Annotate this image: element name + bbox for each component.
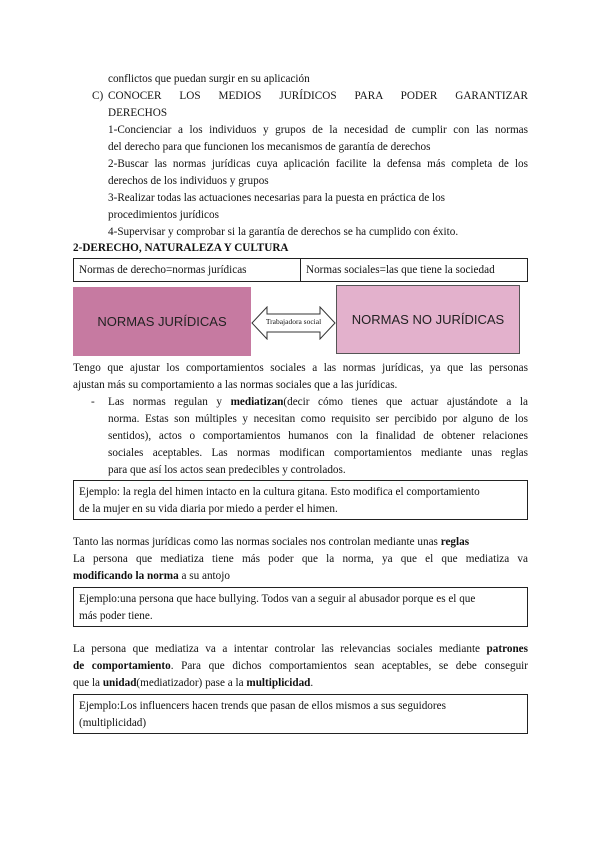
list-item-3-cont: procedimientos jurídicos [108,209,219,221]
list-item-1-cont: del derecho para que funcionen los mecanismos de garantía de derechos [108,141,431,153]
paragraph-line: que la unidad(mediatizador) pase a la multiplicidad. [73,677,314,689]
section-heading: 2-DERECHO, NATURALEZA Y CULTURA [73,242,289,254]
example-line: (multiplicidad) [79,717,147,729]
list-heading-c: CONOCER LOS MEDIOS JURÍDICOS PARA PODER GARANTIZAR [108,90,528,102]
list-item-1: 1-Concienciar a los individuos y grupos de la necesidad de cumplir con las normas [108,124,528,136]
example-line: Ejemplo:Los influencers hacen trends que pasan de ellos mismos a sus seguidores [79,700,446,712]
example-line: Ejemplo:una persona que hace bullying. Todos van a seguir al abusador porque es el que [79,593,476,605]
table-cell-right: Normas sociales=las que tiene la sociedad [306,264,495,276]
list-heading-c-cont: DERECHOS [108,107,168,119]
paragraph-line: ajustan más su comportamiento a las normas sociales que a las jurídicas. [73,379,398,391]
bullet-line: norma. Estas son múltiples y necesitan como requisito ser percibido por alguno de los [108,413,528,425]
example-box-2 [73,587,528,627]
list-item-3: 3-Realizar todas las actuaciones necesarias para la puesta en práctica de los [108,192,446,204]
list-marker-c: C) [92,90,104,102]
bullet-marker: - [91,396,95,408]
normas-juridicas-box: NORMAS JURÍDICAS [73,287,251,356]
paragraph-line: de comportamiento. Para que dichos comportamientos sean aceptables, se debe conseguir [73,660,528,672]
definition-table [73,258,528,282]
list-item-2: 2-Buscar las normas jurídicas cuya aplicación facilite la defensa más completa de los [108,158,528,170]
bullet-line: sociales aceptables. Las normas modifican comportamientos mediante unas reglas [108,447,528,459]
normas-no-juridicas-box: NORMAS NO JURÍDICAS [336,285,520,354]
bullet-line: para que así los actos sean predecibles y controlados. [108,464,346,476]
example-box-1 [73,480,528,520]
list-line: conflictos que puedan surgir en su aplicación [108,73,310,85]
list-item-4: 4-Supervisar y comprobar si la garantía de derechos se ha cumplido con éxito. [108,226,459,238]
paragraph-line: La persona que mediatiza va a intentar controlar las relevancias sociales mediante patrones [73,643,528,655]
example-line: Ejemplo: la regla del himen intacto en la cultura gitana. Esto modifica el comportamiento [79,486,480,498]
paragraph-line: Tengo que ajustar los comportamientos sociales a las normas jurídicas, ya que las personas [73,362,528,374]
bullet-line: sentidos), actos o comportamientos humanos con la finalidad de obtener relaciones [108,430,528,442]
paragraph-line: modificando la norma a su antojo [73,570,230,582]
table-cell-left: Normas de derecho=normas jurídicas [74,259,301,281]
list-item-2-cont: derechos de los individuos y grupos [108,175,269,187]
paragraph-line: La persona que mediatiza tiene más poder que la norma, ya que el que mediatiza va [73,553,528,565]
bullet-line: Las normas regulan y mediatizan(decir cómo tienes que actuar ajustándote a la [108,396,528,408]
example-box-3 [73,694,528,734]
arrow-label: Trabajadora social [265,317,322,326]
example-line: de la mujer en su vida diaria por miedo a perder el himen. [79,503,338,515]
example-line: más poder tiene. [79,610,153,622]
paragraph-line: Tanto las normas jurídicas como las normas sociales nos controlan mediante unas reglas [73,536,470,548]
